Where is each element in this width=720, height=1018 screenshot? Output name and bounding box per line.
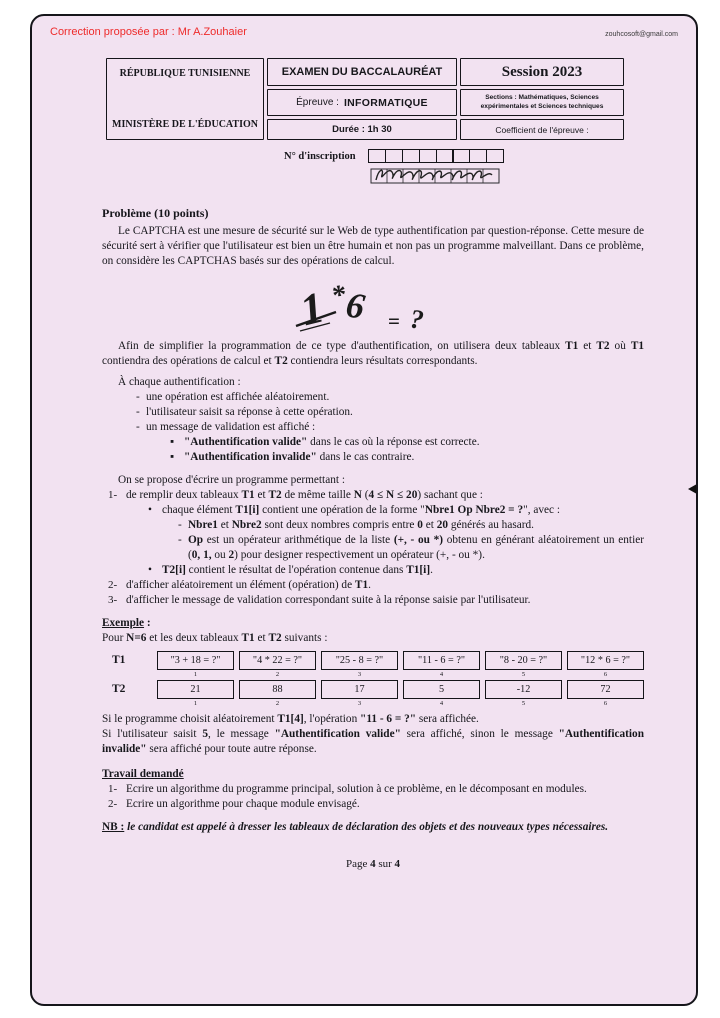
problem-content bbox=[102, 206, 644, 872]
t2-cell: 88 bbox=[239, 680, 316, 699]
dash-marker: - bbox=[136, 406, 140, 418]
example-heading: Exemple : bbox=[102, 617, 151, 629]
example-table bbox=[102, 651, 644, 709]
index-label: 1 bbox=[193, 671, 198, 678]
scribble-marks bbox=[370, 166, 502, 186]
captcha-asterisk: * bbox=[330, 279, 349, 312]
index-label: 4 bbox=[439, 671, 444, 678]
captcha-digit-6: 6 bbox=[343, 284, 368, 327]
dash-marker: - bbox=[178, 519, 182, 531]
dash-marker: - bbox=[178, 534, 182, 546]
exam-title: EXAMEN DU BACCALAURÉAT bbox=[267, 58, 457, 86]
step-number: 2- bbox=[108, 798, 118, 810]
epreuve-label: Épreuve : bbox=[296, 97, 339, 108]
inscription-box bbox=[385, 149, 403, 163]
list-item: - un message de validation est affiché : bbox=[136, 421, 316, 433]
coefficient-box: Coefficient de l'épreuve : bbox=[460, 119, 624, 140]
republic-label: RÉPUBLIQUE TUNISIENNE bbox=[119, 68, 251, 79]
sections-box bbox=[460, 89, 624, 116]
inscription-box bbox=[368, 149, 386, 163]
captcha-equals: = bbox=[388, 309, 400, 333]
captcha-digit-1: 1 bbox=[295, 282, 329, 336]
t2-cell: -12 bbox=[485, 680, 562, 699]
problem-title: Problème (10 points) bbox=[102, 206, 209, 220]
inscription-box bbox=[419, 149, 437, 163]
nb-note: NB : le candidat est appelé à dresser les tableaux de déclaration des objets et des nouveaux types nécessaires. bbox=[102, 821, 609, 833]
t1-cell: "4 * 22 = ?" bbox=[239, 651, 316, 670]
t2-row-label: T2 bbox=[112, 683, 126, 695]
t1-cell: "8 - 20 = ?" bbox=[485, 651, 562, 670]
inscription-row bbox=[284, 149, 696, 163]
ministry-label: MINISTÈRE DE L'ÉDUCATION bbox=[112, 119, 258, 130]
t2-cell: 17 bbox=[321, 680, 398, 699]
step-number: 1- bbox=[108, 783, 118, 795]
inscription-label: N° d'inscription bbox=[284, 150, 356, 162]
bullet-marker: • bbox=[148, 564, 152, 576]
t2-index-row bbox=[102, 699, 644, 709]
exam-header-middle bbox=[267, 58, 457, 140]
t1-row bbox=[102, 651, 644, 670]
institution-box bbox=[106, 58, 264, 140]
bullet-marker: • bbox=[148, 504, 152, 516]
sections-text: Sections : Mathématiques, Sciences expérimentales et Sciences techniques bbox=[480, 93, 604, 110]
inscription-box bbox=[452, 149, 470, 163]
t2-cell: 72 bbox=[567, 680, 644, 699]
t1-row-label: T1 bbox=[112, 654, 126, 666]
example-note-2: Si l'utilisateur saisit 5, le message "Authentification valide" sera affiché, sinon le message "Authentification invalide" sera affiché pour toute autre réponse. bbox=[102, 728, 644, 755]
dash-marker: - bbox=[136, 391, 140, 403]
index-label: 3 bbox=[357, 700, 362, 707]
list-item: - Op est un opérateur arithmétique de la liste (+, - ou *) obtenu en générant aléatoirement un entier (0, 1, ou 2) pour designer respectivement un opérateur (+, - ou *). bbox=[178, 534, 644, 561]
margin-mark-icon bbox=[688, 484, 697, 494]
index-label: 2 bbox=[275, 671, 280, 678]
list-item: ▪ "Authentification invalide" dans le cas contraire. bbox=[170, 451, 415, 463]
epreuve-box bbox=[267, 89, 457, 116]
exam-page bbox=[30, 14, 698, 1006]
tables-intro: Afin de simplifier la programmation de ce type d'authentification, on utilisera deux tableaux T1 et T2 où T1 contiendra des opérations de calcul et T2 contiendra leurs résultats correspondants. bbox=[102, 340, 644, 367]
list-item: - l'utilisateur saisit sa réponse à cette opération. bbox=[136, 406, 353, 418]
index-label: 5 bbox=[521, 700, 526, 707]
inscription-box bbox=[436, 149, 454, 163]
list-item: - Nbre1 et Nbre2 sont deux nombres compris entre 0 et 20 générés au hasard. bbox=[178, 519, 534, 531]
list-item: • chaque élément T1[i] contient une opération de la forme "Nbre1 Op Nbre2 = ?", avec : bbox=[148, 504, 561, 516]
exam-header-right bbox=[460, 58, 624, 140]
travail-heading: Travail demandé bbox=[102, 768, 184, 780]
example-intro: Pour N=6 et les deux tableaux T1 et T2 suivants : bbox=[102, 632, 328, 644]
step-number: 3- bbox=[108, 594, 118, 606]
index-label: 1 bbox=[193, 700, 198, 707]
index-label: 5 bbox=[521, 671, 526, 678]
list-item: 2- d'afficher aléatoirement un élément (opération) de T1. bbox=[108, 579, 371, 591]
inscription-box bbox=[469, 149, 487, 163]
list-item: - une opération est affichée aléatoirement. bbox=[136, 391, 330, 403]
index-label: 3 bbox=[357, 671, 362, 678]
index-label: 2 bbox=[275, 700, 280, 707]
t1-cell: "12 * 6 = ?" bbox=[567, 651, 644, 670]
t2-cell: 21 bbox=[157, 680, 234, 699]
step-number: 1- bbox=[108, 489, 118, 501]
captcha-question: ? bbox=[408, 303, 426, 335]
square-marker: ▪ bbox=[170, 451, 175, 463]
index-label: 6 bbox=[603, 671, 608, 678]
t2-cell: 5 bbox=[403, 680, 480, 699]
t1-index-row bbox=[102, 670, 644, 680]
problem-intro: Le CAPTCHA est une mesure de sécurité sur le Web de type authentification par question-réponse. Cette mesure de sécurité sert à vérifier que l'utilisateur est bien un être humain et non pas un programme malveillant. Dans ce problème, on considère les CAPTCHAS basés sur des opérations de calcul. bbox=[102, 225, 644, 267]
index-label: 6 bbox=[603, 700, 608, 707]
index-label: 4 bbox=[439, 700, 444, 707]
page-number: Page 4 sur 4 bbox=[345, 858, 401, 870]
t1-cell: "25 - 8 = ?" bbox=[321, 651, 398, 670]
example-note-1: Si le programme choisit aléatoirement T1[4], l'opération "11 - 6 = ?" sera affichée. bbox=[102, 713, 479, 725]
propose-heading: On se propose d'écrire un programme permettant : bbox=[118, 474, 345, 486]
dash-marker: - bbox=[136, 421, 140, 433]
t2-row bbox=[102, 680, 644, 699]
top-note bbox=[50, 26, 678, 38]
list-item: 3- d'afficher le message de validation correspondant suite à la réponse saisie par l'utilisateur. bbox=[108, 594, 531, 606]
scribble-stroke bbox=[376, 170, 492, 180]
inscription-boxes bbox=[370, 149, 505, 163]
list-item: 1- Ecrire un algorithme du programme principal, solution à ce problème, en le décomposant en modules. bbox=[108, 783, 587, 795]
list-item: 1- de remplir deux tableaux T1 et T2 de même taille N (4 ≤ N ≤ 20) sachant que : bbox=[108, 489, 483, 501]
inscription-box bbox=[486, 149, 504, 163]
duree-box: Durée : 1h 30 bbox=[267, 119, 457, 140]
session-box: Session 2023 bbox=[460, 58, 624, 86]
step-number: 2- bbox=[108, 579, 118, 591]
t1-cell: "11 - 6 = ?" bbox=[403, 651, 480, 670]
t1-cell: "3 + 18 = ?" bbox=[157, 651, 234, 670]
list-item: ▪ "Authentification valide" dans le cas où la réponse est correcte. bbox=[170, 436, 480, 448]
captcha-image bbox=[102, 274, 644, 336]
list-item: 2- Ecrire un algorithme pour chaque module envisagé. bbox=[108, 798, 360, 810]
email-note: zouhcosoft@gmail.com bbox=[605, 31, 678, 38]
correction-note: Correction proposée par : Mr A.Zouhaier bbox=[50, 26, 247, 38]
epreuve-value: INFORMATIQUE bbox=[343, 96, 428, 109]
auth-heading: À chaque authentification : bbox=[118, 376, 241, 388]
inscription-box bbox=[402, 149, 420, 163]
list-item: • T2[i] contient le résultat de l'opération contenue dans T1[i]. bbox=[148, 564, 433, 576]
square-marker: ▪ bbox=[170, 436, 175, 448]
exam-header bbox=[106, 58, 622, 140]
